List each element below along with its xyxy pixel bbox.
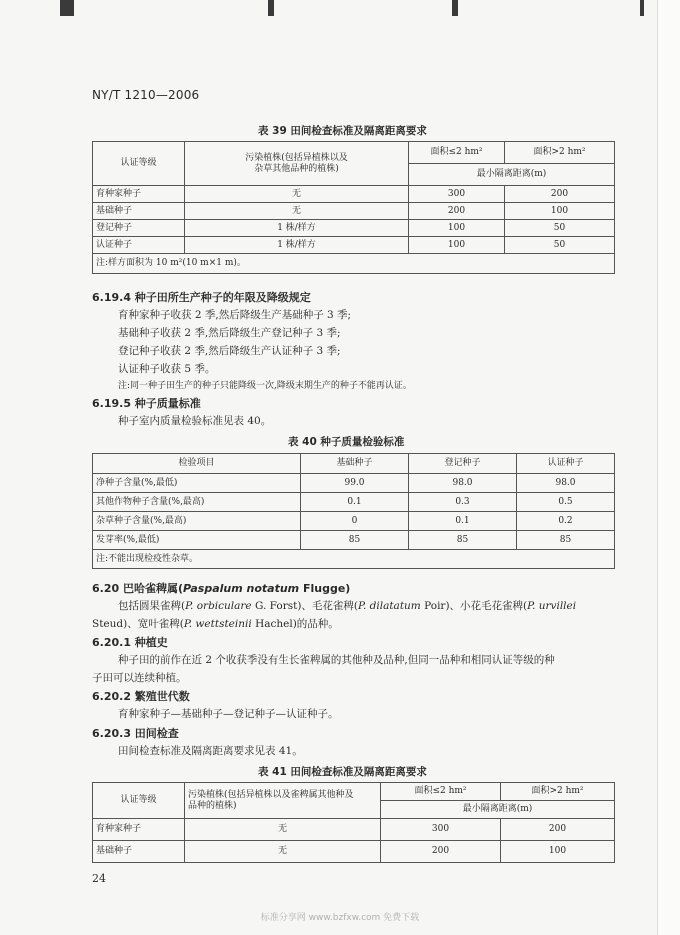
paragraph-line: [118, 598, 576, 613]
table39-note: 注:样方面积为 10 m²(10 m×1 m)。: [93, 254, 615, 274]
table39-cell: 育种家种子: [93, 186, 185, 203]
table41-cell: 200: [381, 841, 501, 863]
table40-cell: 净种子含量(%,最低): [93, 474, 301, 493]
table41-header-area-large: 面积>2 hm²: [501, 783, 615, 801]
table39-cell: 登记种子: [93, 220, 185, 237]
paragraph-line: 育种家种子收获 2 季,然后降级生产基础种子 3 季;: [118, 309, 352, 321]
paragraph-line: 子田可以连续种植。: [92, 672, 187, 684]
table39-header-area-large: 面积>2 hm²: [505, 142, 615, 164]
table-row: [93, 237, 615, 254]
paragraph-line: 登记种子收获 2 季,然后降级生产认证种子 3 季;: [118, 345, 341, 357]
table40-header: 登记种子: [409, 454, 517, 474]
standard-code: NY/T 1210—2006: [92, 88, 200, 102]
species-name: P. dilatatum: [358, 600, 421, 612]
scan-edge-mark: [452, 0, 458, 16]
table39-header-grade: 认证等级: [93, 142, 185, 186]
table39-cell: 基础种子: [93, 203, 185, 220]
table40-cell: 0: [301, 512, 409, 531]
section-6-20-author: Flugge): [299, 582, 351, 595]
section-6-20-latin: Paspalum notatum: [183, 582, 300, 595]
table40-cell: 98.0: [409, 474, 517, 493]
table40-header: 基础种子: [301, 454, 409, 474]
table41-header-area-small: 面积≤2 hm²: [381, 783, 501, 801]
table-row: [93, 220, 615, 237]
scan-edge-mark: [268, 0, 274, 16]
text-run: 包括圆果雀稗(: [118, 600, 186, 612]
table40-cell: 98.0: [517, 474, 615, 493]
scan-edge-mark: [640, 0, 644, 16]
scan-edge-mark: [60, 0, 74, 16]
table40-cell: 0.5: [517, 493, 615, 512]
table39-header-contam: 污染植株(包括异植株以及 杂草其他品种的植株): [185, 142, 409, 186]
table40-header: 认证种子: [517, 454, 615, 474]
table41-cell: 100: [501, 841, 615, 863]
paragraph-line: 认证种子收获 5 季。: [118, 363, 216, 375]
page-number: 24: [92, 872, 106, 885]
table41-cell: 200: [501, 819, 615, 841]
table40-caption: 表 40 种子质量检验标准: [288, 436, 405, 448]
table40-cell: 0.1: [301, 493, 409, 512]
paragraph-line: [92, 616, 339, 631]
table39-cell: 200: [505, 186, 615, 203]
table39-cell: 无: [185, 203, 409, 220]
table40-cell: 其他作物种子含量(%,最高): [93, 493, 301, 512]
table39-cell: 300: [409, 186, 505, 203]
table39-cell: 100: [505, 203, 615, 220]
table41-cell: 300: [381, 819, 501, 841]
table39: [92, 141, 615, 274]
section-6-20-number: 6.20 巴哈雀稗属(: [92, 582, 183, 595]
table39-cell: 无: [185, 186, 409, 203]
table41-cell: 无: [185, 819, 381, 841]
table39-cell: 100: [409, 237, 505, 254]
text-run: G. Forst)、毛花雀稗(: [251, 600, 359, 612]
table39-cell: 1 株/样方: [185, 220, 409, 237]
table-row: [93, 203, 615, 220]
table39-cell: 50: [505, 220, 615, 237]
table39-cell: 50: [505, 237, 615, 254]
table40-cell: 0.2: [517, 512, 615, 531]
table40-note: 注:不能出现检疫性杂草。: [93, 550, 615, 569]
table39-cell: 1 株/样方: [185, 237, 409, 254]
table39-header-min-dist: 最小隔离距离(m): [409, 164, 615, 186]
table-row: [93, 493, 615, 512]
table40-cell: 0.1: [409, 512, 517, 531]
page-edge: [657, 0, 680, 935]
table41: [92, 782, 615, 863]
text-run: Steud)、宽叶雀稗(: [92, 618, 184, 630]
section-6-20-2-heading: 6.20.2 繁殖世代数: [92, 690, 190, 703]
table-row: [93, 819, 615, 841]
paragraph-line: 种子田的前作在近 2 个收获季没有生长雀稗属的其他种及品种,但同一品种和相同认证等级的种: [118, 654, 555, 666]
text-run: Poir)、小花毛花雀稗(: [420, 600, 528, 612]
table40-cell: 0.3: [409, 493, 517, 512]
species-name: P. urvillei: [527, 600, 577, 612]
table41-header-min-dist: 最小隔离距离(m): [381, 801, 615, 819]
table40-cell: 发芽率(%,最低): [93, 531, 301, 550]
table40-cell: 85: [409, 531, 517, 550]
table39-header-area-small: 面积≤2 hm²: [409, 142, 505, 164]
table39-cell: 200: [409, 203, 505, 220]
watermark: 标准分享网 www.bzfxw.com 免费下载: [260, 913, 420, 923]
table-row: [93, 531, 615, 550]
species-name: P. orbiculare: [185, 600, 252, 612]
species-name: P. wettsteinii: [183, 618, 252, 630]
table-row: [93, 512, 615, 531]
table-row: [93, 841, 615, 863]
table39-caption: 表 39 田间检查标准及隔离距离要求: [258, 125, 427, 137]
paragraph-line: 基础种子收获 2 季,然后降级生产登记种子 3 季;: [118, 327, 341, 339]
paragraph-line: 田间检查标准及隔离距离要求见表 41。: [118, 745, 303, 757]
table41-caption: 表 41 田间检查标准及隔离距离要求: [258, 766, 427, 778]
section-6-20-3-heading: 6.20.3 田间检查: [92, 727, 179, 740]
table41-header-grade: 认证等级: [93, 783, 185, 819]
table40: [92, 453, 615, 569]
table40-header: 检验项目: [93, 454, 301, 474]
table41-cell: 育种家种子: [93, 819, 185, 841]
table40-cell: 85: [517, 531, 615, 550]
table41-cell: 无: [185, 841, 381, 863]
section-note: 注:同一种子田生产的种子只能降级一次,降级末期生产的种子不能再认证。: [118, 381, 412, 391]
table40-cell: 85: [301, 531, 409, 550]
table40-cell: 杂草种子含量(%,最高): [93, 512, 301, 531]
table41-header-contam: 污染植株(包括异植株以及雀稗属其他种及 品种的植株): [185, 783, 381, 819]
section-6-20-heading: [92, 580, 350, 596]
table39-cell: 认证种子: [93, 237, 185, 254]
paragraph-line: 育种家种子—基础种子—登记种子—认证种子。: [118, 708, 339, 720]
table39-cell: 100: [409, 220, 505, 237]
paragraph-line: 种子室内质量检验标准见表 40。: [118, 415, 272, 427]
section-6-19-5-heading: 6.19.5 种子质量标准: [92, 397, 201, 410]
section-6-20-1-heading: 6.20.1 种植史: [92, 636, 168, 649]
table41-cell: 基础种子: [93, 841, 185, 863]
text-run: Hachel)的品种。: [251, 618, 339, 630]
section-6-19-4-heading: 6.19.4 种子田所生产种子的年限及降级规定: [92, 291, 311, 304]
table40-cell: 99.0: [301, 474, 409, 493]
table-row: [93, 474, 615, 493]
table-row: [93, 186, 615, 203]
